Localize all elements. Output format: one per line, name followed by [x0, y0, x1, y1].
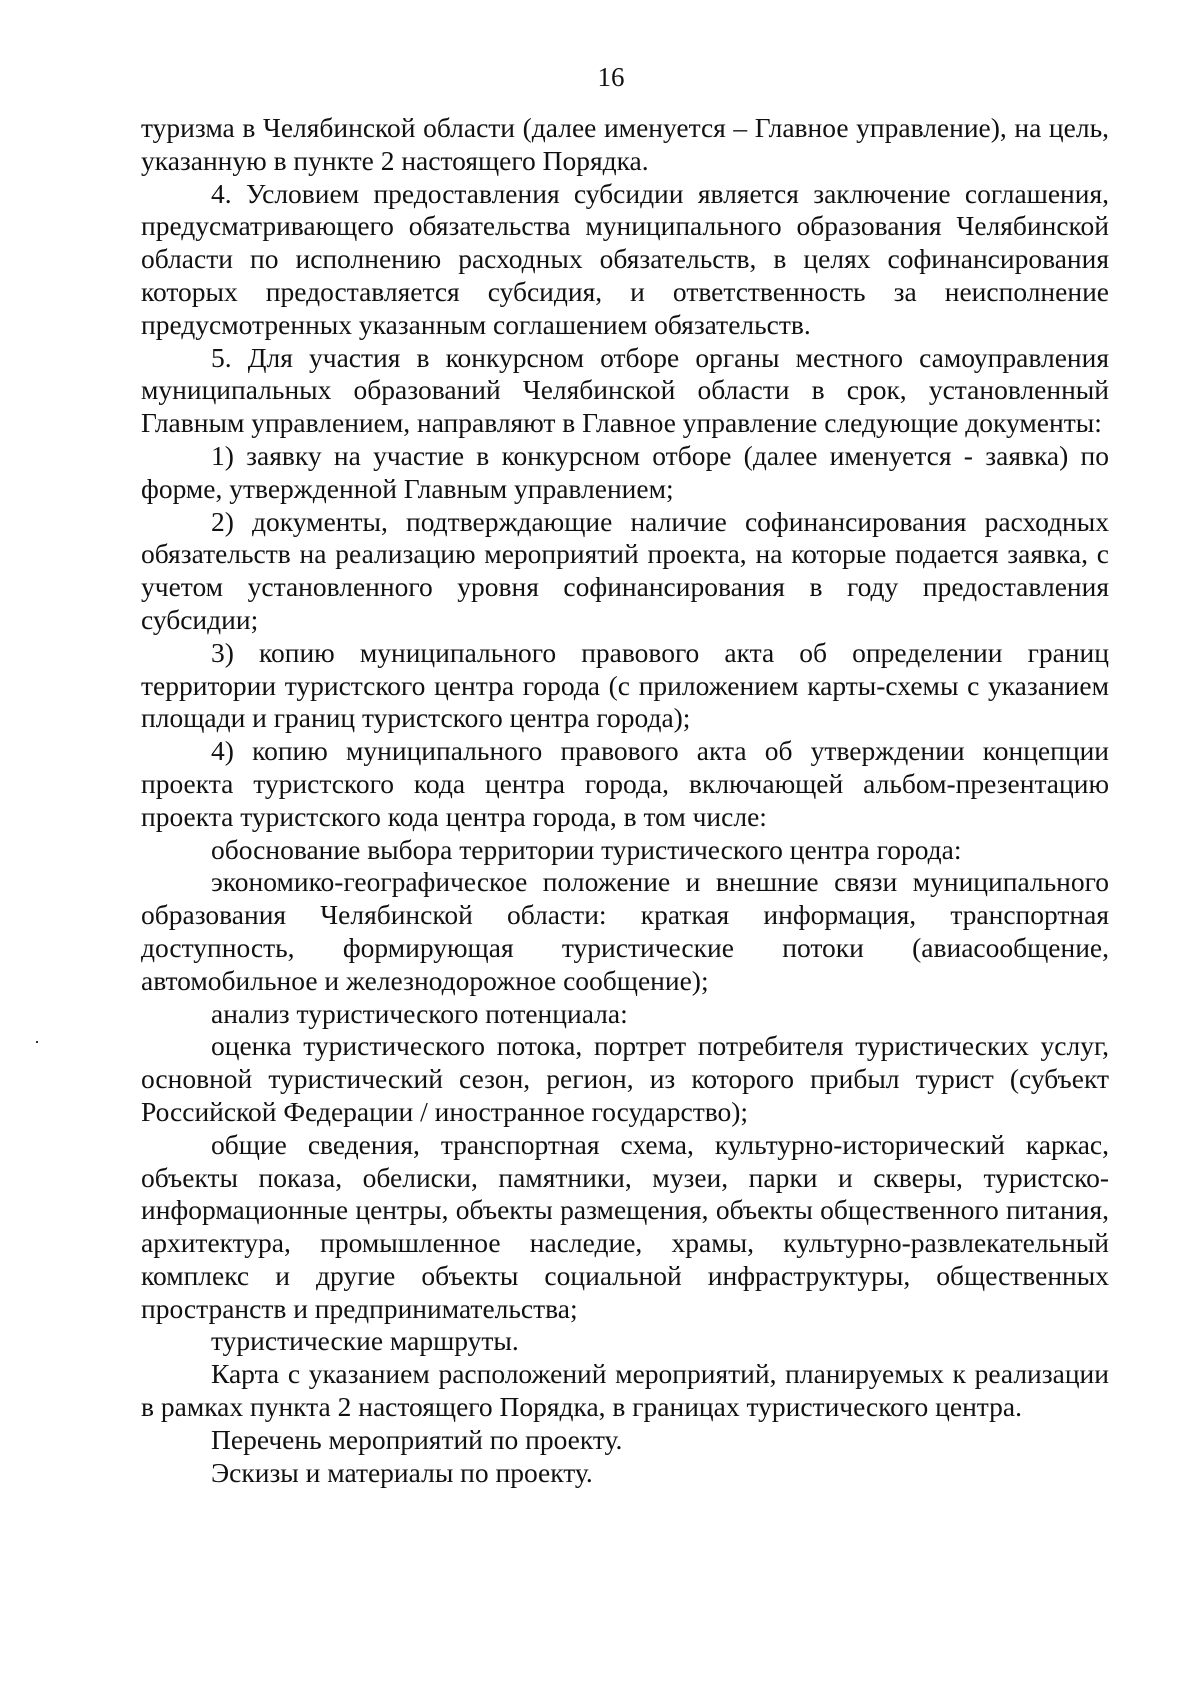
- paragraph-economic-geography: экономико-географическое положение и внешние связи муниципального образования Челябинской области: краткая информация, транспортная доступность, формирующая туристические потоки (авиасообщение, автомобильное и железнодорожное сообщение);: [141, 866, 1109, 996]
- subitem-4: 4) копию муниципального правового акта об утверждении концепции проекта туристского кода центра города, включающей альбом-презентацию проекта туристского кода центра города, в том числе:: [141, 735, 1109, 832]
- paragraph-item-5: 5. Для участия в конкурсном отборе органы местного самоуправления муниципальных образований Челябинской области в срок, установленный Главным управлением, направляют в Главное управление следующие документы:: [141, 341, 1109, 439]
- scan-speck: [36, 1041, 38, 1043]
- paragraph-sketches: Эскизы и материалы по проекту.: [211, 1456, 593, 1488]
- page-number: 16: [597, 62, 625, 92]
- subitem-2: 2) документы, подтверждающие наличие софинансирования расходных обязательств на реализацию мероприятий проекта, на которые подается заявка, с учетом установленного уровня софинансирования в году предоставления субсидии;: [141, 505, 1109, 635]
- paragraph-activities-list: Перечень мероприятий по проекту.: [211, 1423, 623, 1455]
- subitem-1: 1) заявку на участие в конкурсном отборе (далее именуется - заявка) по форме, утвержденной Главным управлением;: [141, 439, 1109, 504]
- document-body: [141, 112, 1109, 1489]
- paragraph-territory-justification: обоснование выбора территории туристического центра города:: [211, 833, 962, 865]
- paragraph-tourism-analysis: анализ туристического потенциала:: [211, 997, 628, 1029]
- paragraph-map: Карта с указанием расположений мероприятий, планируемых к реализации в рамках пункта 2 настоящего Порядка, в границах туристического центра.: [141, 1358, 1109, 1423]
- subitem-3: 3) копию муниципального правового акта об определении границ территории туристского центра города (с приложением карты-схемы с указанием площади и границ туристского центра города);: [141, 636, 1109, 734]
- paragraph-item-4: 4. Условием предоставления субсидии является заключение соглашения, предусматривающего обязательства муниципального образования Челябинской области по исполнению расходных обязательств, в целях софинансирования которых предоставляется субсидия, и ответственность за неисполнение предусмотренных указанным соглашением обязательств.: [141, 177, 1109, 340]
- paragraph-continuation: туризма в Челябинской области (далее именуется – Главное управление), на цель, указанную в пункте 2 настоящего Порядка.: [141, 112, 1109, 176]
- paragraph-tourist-routes: туристические маршруты.: [211, 1325, 519, 1357]
- paragraph-general-info: общие сведения, транспортная схема, культурно-исторический каркас, объекты показа, обелиски, памятники, музеи, парки и скверы, туристско-информационные центры, объекты размещения, объекты общественного питания, архитектура, промышленное наследие, храмы, культурно-развлекательный комплекс и другие объекты социальной инфраструктуры, общественных пространств и предпринимательства;: [141, 1128, 1109, 1324]
- paragraph-tourist-flow: оценка туристического потока, портрет потребителя туристических услуг, основной туристический сезон, регион, из которого прибыл турист (субъект Российской Федерации / иностранное государство);: [141, 1030, 1109, 1127]
